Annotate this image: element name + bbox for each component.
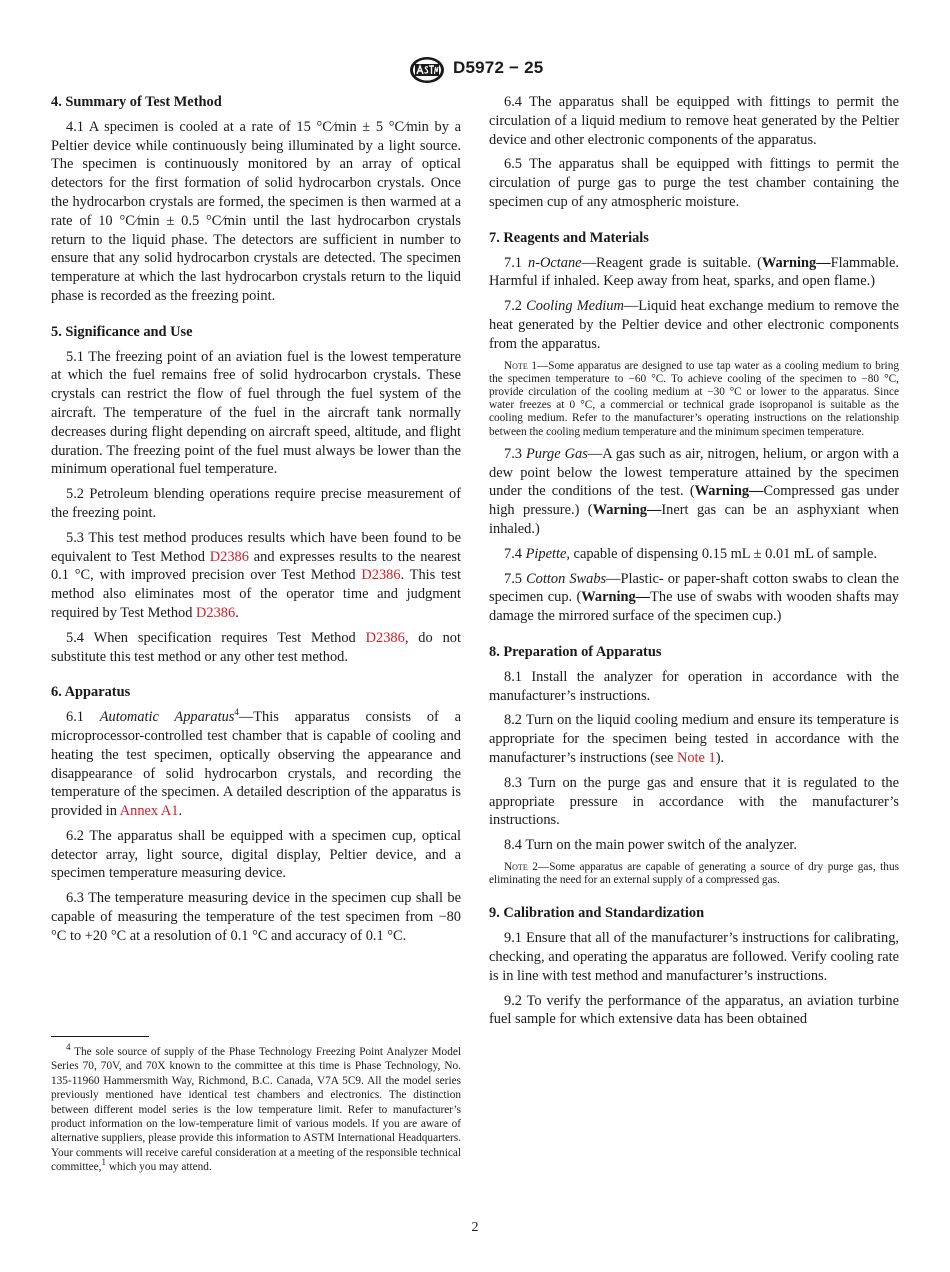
link-d2386[interactable]: D2386 bbox=[361, 567, 401, 584]
paragraph-8-3: 8.3 Turn on the purge gas and ensure that it is regulated to the appropriate pressure in accordance with the manufacturer’s instructions. bbox=[489, 774, 899, 829]
paragraph-6-3: 6.3 The temperature measuring device in the specimen cup shall be capable of measuring the temperature of the test specimen from −80 °C to +20 °C at a resolution of 0.1 °C and accuracy of 0.1 °C. bbox=[51, 890, 461, 944]
paragraph-8-1: 8.1 Install the analyzer for operation in accordance with the manufacturer’s instructions. bbox=[489, 668, 899, 704]
paragraph-6-2: 6.2 The apparatus shall be equipped with a specimen cup, optical detector array, light source, digital display, Peltier device, and a specimen temperature measuring device. bbox=[51, 827, 461, 882]
footnote-divider bbox=[51, 1036, 149, 1037]
section-heading-5: 5. Significance and Use bbox=[51, 323, 193, 340]
paragraph-9-1: 9.1 Ensure that all of the manufacturer’s instructions for calibrating, checking, and operating the apparatus are followed. Verify cooling rate is in line with test method and manufacturer’s instructions. bbox=[489, 930, 899, 984]
paragraph-5-3: 5.3 This test method produces results which have been found to be equivalent to Test Method D2386 and expresses results to the nearest 0.1 °C, with improved precision over Test Method D2386. This test method also eliminates most of the operator time and judgment required by Test Method D2386. bbox=[51, 529, 461, 621]
link-note-1[interactable]: Note 1 bbox=[676, 749, 716, 766]
paragraph-7-2: 7.2 Cooling Medium—Liquid heat exchange medium to remove the heat generated by the Peltier device and other electronic components from the apparatus. bbox=[489, 298, 899, 352]
paragraph-6-1: 6.1 Automatic Apparatus$^4$—This apparatus consists of a microprocessor-controlled test chamber that is capable of cooling and heating the test specimen, optically observing the appearance and disappearance of solid hydrocarbon crystals, and recording the temperature of the specimen. A detailed description of the apparatus is provided in Annex A1. bbox=[51, 707, 461, 820]
section-heading-6: 6. Apparatus bbox=[51, 684, 131, 701]
section-heading-4: 4. Summary of Test Method bbox=[51, 94, 222, 110]
note-1: Note 1—Some apparatus are designed to use tap water as a cooling medium to bring the specimen temperature to −60 °C. To achieve cooling of the specimen to −80 °C, provide circulation of the cooling medium at −30 °C or lower to the apparatus. Since water freezes at 0 °C, a commercial or technical grade isopropanol is suitable as the cooling medium. Refer to the manufacturer’s operating instructions on the relationship between the cooling medium temperature and the minimum specimen temperature. bbox=[489, 359, 899, 438]
paragraph-9-2: 9.2 To verify the performance of the apparatus, an aviation turbine fuel sample for which extensive data has been obtained bbox=[489, 992, 899, 1028]
paragraph-5-4: 5.4 When specification requires Test Method D2386, do not substitute this test method or any other test method. bbox=[51, 629, 461, 665]
right-column bbox=[489, 93, 899, 1029]
paragraph-8-2: 8.2 Turn on the liquid cooling medium and ensure its temperature is appropriate for the specimen being tested in accordance with the manufacturer’s instructions (see Note 1). bbox=[489, 712, 899, 766]
paragraph-7-4: 7.4 Pipette, capable of dispensing 0.15 mL ± 0.01 mL of sample. bbox=[504, 545, 877, 562]
left-column bbox=[51, 93, 461, 946]
paragraph-7-3: 7.3 Purge Gas—A gas such as air, nitrogen, helium, or argon with a dew point below the lowest temperature attained by the specimen under the conditions of the test. (Warning—Compressed gas under high pressure.) (Warning—Inert gas can be an asphyxiant when inhaled.) bbox=[489, 445, 899, 537]
astm-logo-icon bbox=[409, 56, 445, 84]
paragraph-8-4: 8.4 Turn on the main power switch of the analyzer. bbox=[504, 837, 797, 854]
paragraph-6-4: 6.4 The apparatus shall be equipped with fittings to permit the circulation of a liquid medium to remove heat generated by the Peltier device and other electronic components of the apparatus. bbox=[489, 94, 899, 148]
section-heading-9: 9. Calibration and Standardization bbox=[489, 905, 705, 922]
footnote-ref[interactable]: 4 bbox=[234, 707, 239, 718]
link-d2386[interactable]: D2386 bbox=[196, 604, 236, 621]
paragraph-6-5: 6.5 The apparatus shall be equipped with fittings to permit the circulation of purge gas to purge the test chamber containing the specimen cup of any atmospheric moisture. bbox=[489, 156, 899, 210]
section-heading-8: 8. Preparation of Apparatus bbox=[489, 643, 662, 660]
link-annex-a1[interactable]: Annex A1 bbox=[119, 803, 179, 820]
link-d2386[interactable]: D2386 bbox=[365, 629, 405, 646]
page-header bbox=[0, 56, 950, 84]
paragraph-5-2: 5.2 Petroleum blending operations require precise measurement of the freezing point. bbox=[51, 486, 461, 521]
paragraph-5-1: 5.1 The freezing point of an aviation fuel is the lowest temperature at which the fuel remains free of solid hydrocarbon crystals. These crystals can restrict the flow of fuel through the fuel system of the aircraft. The temperature of the fuel in the aircraft tank normally decreases during flight depending on aircraft speed, altitude, and flight duration. The freezing point of the fuel must always be lower than the minimum operational fuel temperature. bbox=[51, 348, 461, 478]
section-heading-7: 7. Reagents and Materials bbox=[489, 229, 649, 246]
standard-designation: D5972 − 25 bbox=[453, 58, 544, 77]
note-2: Note 2—Some apparatus are capable of generating a source of dry purge gas, thus eliminating the need for an external supply of a compressed gas. bbox=[489, 860, 899, 887]
paragraph-4-1: 4.1 A specimen is cooled at a rate of 15 °C⁄min ± 5 °C⁄min by a Peltier device while continuously being illuminated by a light source. The specimen is continuously monitored by an array of optical detectors for the first formation of solid hydrocarbon crystals. Once the hydrocarbon crystals are formed, the specimen is then warmed at a rate of 10 °C⁄min ± 0.5 °C⁄min until the last hydrocarbon crystals return to the liquid phase. The detectors are sufficient in number to ensure that any solid hydrocarbon crystals are detected. The specimen temperature at which the last hydrocarbon crystals return to the liquid phase is recorded as the freezing point. bbox=[51, 118, 461, 304]
link-d2386[interactable]: D2386 bbox=[209, 548, 249, 565]
page-number: 2 bbox=[471, 1220, 479, 1235]
footnote-4: $^4$ The sole source of supply of the Phase Technology Freezing Point Analyzer Model Series 70, 70V, and 70X known to the committee at this time is Phase Technology, No. 135-11960 Hammersmith Way, Richmond, B.C. Canada, V7A 5C9. All the model series previously mentioned have identical test chambers and electronics. The distinction between different model series is the low temperature limit. Refer to manufacturer’s product information on the low-temperature limit of various models. If you are aware of alternative suppliers, please provide this information to ASTM International Headquarters. Your comments will receive careful consideration at a meeting of the responsible technical committee,$^1$ which you may attend. bbox=[51, 1042, 461, 1174]
paragraph-7-5: 7.5 Cotton Swabs—Plastic- or paper-shaft cotton swabs to clean the specimen cup. (Warning—The use of swabs with wooden shafts may damage the mirrored surface of the specimen cup.) bbox=[489, 570, 899, 625]
paragraph-7-1: 7.1 n-Octane—Reagent grade is suitable. (Warning—Flammable. Harmful if inhaled. Keep away from heat, sparks, and open flame.) bbox=[489, 254, 899, 290]
